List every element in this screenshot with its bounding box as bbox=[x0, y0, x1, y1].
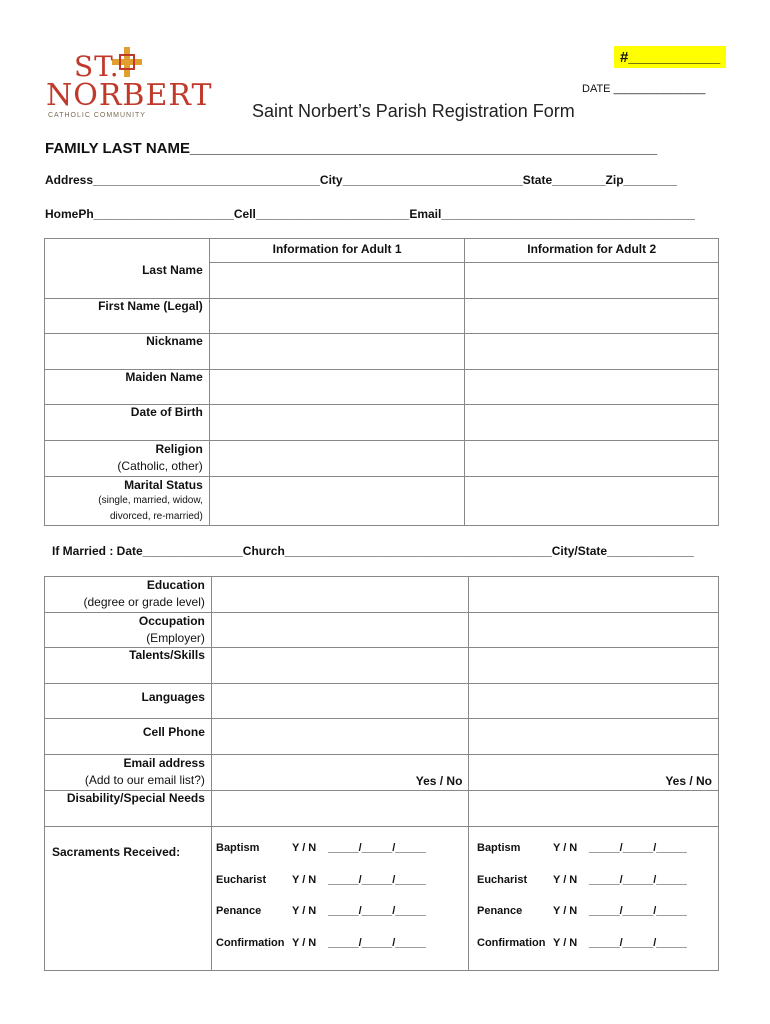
sacraments-label: Sacraments Received: bbox=[52, 845, 181, 859]
label-subtext: (single, married, widow, bbox=[98, 495, 203, 506]
adult2-confirmation-date[interactable]: _____/_____/_____ bbox=[589, 937, 687, 949]
adult1-marital-cell[interactable] bbox=[209, 477, 465, 526]
married-line[interactable]: If Married : Date_______________Church________________________________________City/State_____________ bbox=[52, 544, 694, 558]
header-adult-2: Information for Adult 2 bbox=[465, 239, 719, 263]
adult2-marital-cell[interactable] bbox=[465, 477, 719, 526]
adult2-occupation-cell[interactable] bbox=[469, 613, 719, 648]
form-number-field[interactable]: #___________ bbox=[620, 49, 721, 66]
label-text: Last Name bbox=[142, 262, 203, 277]
label-text: Disability/Special Needs bbox=[66, 791, 205, 805]
adult1-baptism-name: Baptism bbox=[216, 842, 260, 854]
adult1-eucharist-name: Eucharist bbox=[216, 874, 267, 886]
adult1-cell-phone-cell[interactable] bbox=[211, 719, 469, 755]
adult1-nickname-cell[interactable] bbox=[209, 334, 465, 370]
adult2-talents-cell[interactable] bbox=[469, 648, 719, 684]
row-label-maiden-name bbox=[45, 370, 210, 405]
adult2-confirmation-name: Confirmation bbox=[477, 937, 546, 949]
adult1-email-yes-no[interactable] bbox=[211, 755, 469, 791]
adult1-eucharist-yn[interactable]: Y / N bbox=[292, 874, 317, 886]
yes-no-text: Yes / No bbox=[415, 774, 463, 788]
adult1-last-name-cell[interactable] bbox=[209, 263, 465, 299]
adult2-email-yes-no[interactable] bbox=[469, 755, 719, 791]
label-text: First Name (Legal) bbox=[98, 299, 203, 313]
adult2-penance-name: Penance bbox=[477, 905, 523, 917]
adult2-nickname-cell[interactable] bbox=[465, 334, 719, 370]
label-text: Marital Status bbox=[124, 478, 203, 492]
label-subtext: (Catholic, other) bbox=[117, 459, 203, 473]
adult2-eucharist-date[interactable]: _____/_____/_____ bbox=[589, 874, 687, 886]
phone-line[interactable]: HomePh_____________________Cell_______________________Email______________________________________ bbox=[45, 207, 695, 221]
adult2-dob-cell[interactable] bbox=[465, 405, 719, 441]
header-adult-1: Information for Adult 1 bbox=[209, 239, 465, 263]
label-text: Cell Phone bbox=[142, 725, 205, 739]
row-label-cell-phone bbox=[45, 719, 212, 755]
adult1-disability-cell[interactable] bbox=[211, 791, 469, 827]
adult1-religion-cell[interactable] bbox=[209, 441, 465, 477]
row-label-religion bbox=[45, 441, 210, 477]
adult2-confirmation-yn[interactable]: Y / N bbox=[553, 937, 578, 949]
adult2-baptism-date[interactable]: _____/_____/_____ bbox=[589, 842, 687, 854]
row-label-email bbox=[45, 755, 212, 791]
adult2-penance-date[interactable]: _____/_____/_____ bbox=[589, 905, 687, 917]
family-last-name-field[interactable]: FAMILY LAST NAME________________________________________________________ bbox=[45, 140, 658, 157]
label-subtext: (Employer) bbox=[146, 631, 205, 645]
label-text: Occupation bbox=[138, 614, 205, 628]
adult2-disability-cell[interactable] bbox=[469, 791, 719, 827]
label-subtext: (degree or grade level) bbox=[83, 595, 205, 609]
label-subtext: (Add to our email list?) bbox=[84, 773, 205, 787]
adult2-eucharist-name: Eucharist bbox=[477, 874, 528, 886]
label-text: Date of Birth bbox=[130, 405, 203, 419]
row-label-first-name bbox=[45, 299, 210, 334]
label-text: Email address bbox=[123, 756, 205, 770]
row-label-last-name bbox=[45, 263, 210, 299]
adult1-penance-name: Penance bbox=[216, 905, 262, 917]
date-field[interactable]: DATE _______________ bbox=[582, 83, 706, 95]
adult1-eucharist-date[interactable]: _____/_____/_____ bbox=[328, 874, 426, 886]
row-label-date-of-birth bbox=[45, 405, 210, 441]
adult1-penance-yn[interactable]: Y / N bbox=[292, 905, 317, 917]
adult1-languages-cell[interactable] bbox=[211, 684, 469, 719]
address-line[interactable]: Address__________________________________City___________________________State________Zip________ bbox=[45, 173, 677, 187]
row-label-occupation bbox=[45, 613, 212, 648]
adult2-maiden-name-cell[interactable] bbox=[465, 370, 719, 405]
logo-norbert: NORBERT bbox=[46, 78, 213, 113]
adult1-confirmation-yn[interactable]: Y / N bbox=[292, 937, 317, 949]
adult1-confirmation-name: Confirmation bbox=[216, 937, 285, 949]
adult1-dob-cell[interactable] bbox=[209, 405, 465, 441]
adult2-first-name-cell[interactable] bbox=[465, 299, 719, 334]
adult1-baptism-date[interactable]: _____/_____/_____ bbox=[328, 842, 426, 854]
adult2-education-cell[interactable] bbox=[469, 577, 719, 613]
adult2-baptism-yn[interactable]: Y / N bbox=[553, 842, 578, 854]
adult-info-table bbox=[44, 238, 719, 526]
logo-subtitle: CATHOLIC COMMUNITY bbox=[48, 112, 146, 119]
adult2-baptism-name: Baptism bbox=[477, 842, 521, 854]
row-label-nickname bbox=[45, 334, 210, 370]
adult1-occupation-cell[interactable] bbox=[211, 613, 469, 648]
yes-no-text: Yes / No bbox=[665, 774, 712, 788]
label-text: Talents/Skills bbox=[129, 648, 205, 662]
adult2-penance-yn[interactable]: Y / N bbox=[553, 905, 578, 917]
page-title: Saint Norbert’s Parish Registration Form bbox=[252, 101, 575, 121]
label-text: Religion bbox=[155, 442, 203, 456]
adult1-maiden-name-cell[interactable] bbox=[209, 370, 465, 405]
adult2-languages-cell[interactable] bbox=[469, 684, 719, 719]
label-subtext: divorced, re-married) bbox=[109, 511, 203, 522]
row-label-languages bbox=[45, 684, 212, 719]
adult1-education-cell[interactable] bbox=[211, 577, 469, 613]
label-text: Languages bbox=[141, 690, 205, 704]
table-corner bbox=[45, 239, 210, 263]
adult2-cell-phone-cell[interactable] bbox=[469, 719, 719, 755]
adult2-last-name-cell[interactable] bbox=[465, 263, 719, 299]
row-label-talents bbox=[45, 648, 212, 684]
adult1-first-name-cell[interactable] bbox=[209, 299, 465, 334]
label-text: Education bbox=[146, 578, 205, 592]
adult2-religion-cell[interactable] bbox=[465, 441, 719, 477]
adult1-penance-date[interactable]: _____/_____/_____ bbox=[328, 905, 426, 917]
label-text: Maiden Name bbox=[125, 370, 203, 384]
adult1-talents-cell[interactable] bbox=[211, 648, 469, 684]
logo-st: ST. bbox=[74, 50, 120, 83]
label-text: Nickname bbox=[146, 334, 203, 348]
adult1-confirmation-date[interactable]: _____/_____/_____ bbox=[328, 937, 426, 949]
adult1-baptism-yn[interactable]: Y / N bbox=[292, 842, 317, 854]
row-label-disability bbox=[45, 791, 212, 827]
row-label-marital-status bbox=[45, 477, 210, 526]
adult2-eucharist-yn[interactable]: Y / N bbox=[553, 874, 578, 886]
row-label-education bbox=[45, 577, 212, 613]
